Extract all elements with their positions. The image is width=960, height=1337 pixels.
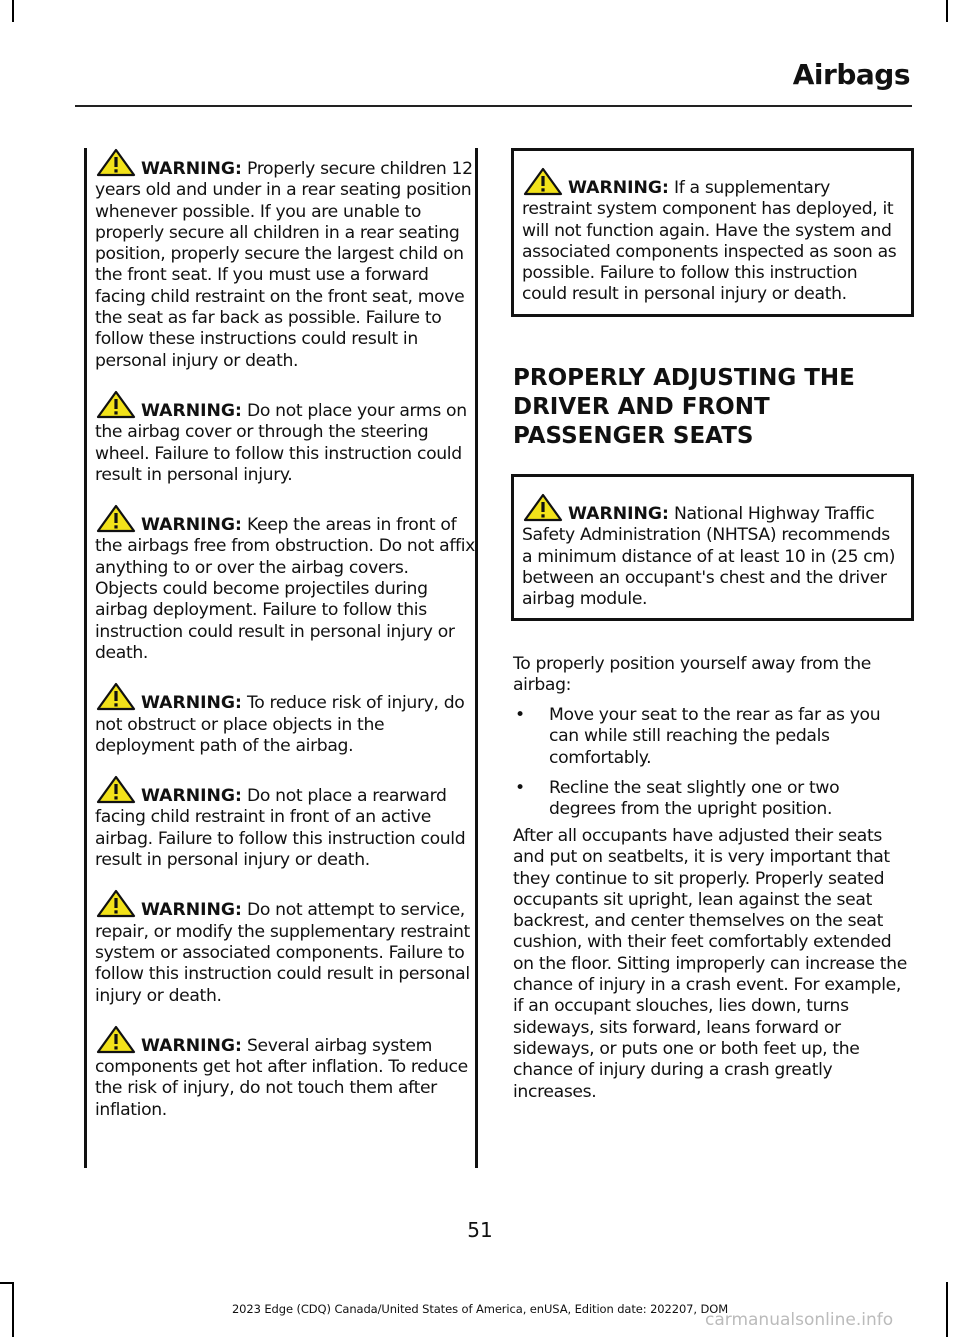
warning-text: To reduce risk of injury, do not obstruct or place objects in the deployment path of the airbag.: [95, 693, 465, 756]
warning-triangle-icon: [523, 167, 563, 196]
warning-triangle-icon: [96, 1025, 136, 1054]
section-heading-line-3: PASSENGER SEATS: [513, 423, 754, 449]
header-rule: [75, 105, 912, 107]
warning-box-deployed: [511, 148, 914, 317]
warning-item: [95, 148, 475, 372]
warning-text: Do not place your arms on the airbag cover or through the steering wheel. Failure to follow this instruction could result in personal injury.: [95, 400, 467, 485]
crop-mark-top-right: [946, 0, 948, 22]
crop-mark-top-left: [12, 0, 14, 22]
warning-triangle-icon: [96, 775, 136, 804]
warning-label: WARNING:: [568, 504, 669, 524]
warning-text: Several airbag system components get hot after inflation. To reduce the risk of injury, do not touch them after inflation.: [95, 1035, 468, 1120]
warning-label: WARNING:: [568, 178, 669, 198]
warning-triangle-icon: [96, 148, 136, 177]
warning-label: WARNING:: [141, 900, 242, 921]
warning-item: [95, 1025, 475, 1121]
warning-text: Do not attempt to service, repair, or modify the supplementary restraint system or associated components. Failure to follow this instruction could result in personal injury or death.: [95, 900, 470, 1006]
warning-triangle-icon: [96, 682, 136, 711]
warning-text: Keep the areas in front of the airbags free from obstruction. Do not affix anything to or over the airbag covers. Objects could become projectiles during airbag deployment. Failure to follow this instruction could result in personal injury or death.: [95, 515, 475, 663]
crop-mark-bottom-left-h: [0, 1282, 14, 1284]
warning-label: WARNING:: [141, 786, 242, 807]
page-number: 51: [467, 1218, 493, 1242]
warning-text: Properly secure children 12 years old and under in a rear seating position whenever possible. If you are unable to properly secure all children in a rear seating position, properly secure the largest child on the front seat. If you must use a forward facing child restraint on the front seat, move the seat as far back as possible. Failure to follow these instructions could result in personal injury or death.: [95, 159, 473, 371]
warning-item: [95, 504, 475, 664]
warning-item: [95, 775, 475, 871]
warning-label: WARNING:: [141, 515, 242, 536]
warning-triangle-icon: [96, 504, 136, 533]
warning-triangle-icon: [96, 889, 136, 918]
warning-label: WARNING:: [141, 693, 242, 714]
section-heading: [513, 364, 903, 451]
left-warning-column: [84, 148, 478, 1168]
intro-paragraph: To properly position yourself away from the airbag:: [513, 654, 872, 696]
warning-triangle-icon: [96, 390, 136, 419]
section-heading-line-1: PROPERLY ADJUSTING THE: [513, 365, 855, 391]
bullet-list: [513, 705, 908, 829]
warning-label: WARNING:: [141, 400, 242, 421]
section-heading-line-2: DRIVER AND FRONT: [513, 394, 770, 420]
warning-triangle-icon: [523, 493, 563, 522]
warning-box-nhtsa: [511, 474, 914, 621]
warning-label: WARNING:: [141, 1035, 242, 1056]
warning-label: WARNING:: [141, 159, 242, 179]
list-item: • Move your seat to the rear as far as you can while still reaching the pedals comfortably.: [515, 705, 881, 768]
page-title: Airbags: [792, 58, 910, 91]
warning-text: National Highway Traffic Safety Administration (NHTSA) recommends a minimum distance of at least 10 in (25 cm) between an occupant's chest and the driver airbag module.: [522, 504, 896, 610]
warning-item: [95, 682, 475, 757]
list-item: • Recline the seat slightly one or two degrees from the upright position.: [515, 777, 840, 820]
footer-text: 2023 Edge (CDQ) Canada/United States of America, enUSA, Edition date: 202207, DOM: [231, 1302, 729, 1316]
closing-paragraph: After all occupants have adjusted their seats and put on seatbelts, it is very important that they continue to sit properly. Properly seated occupants sit upright, lean against the seat backrest, and center themselves on the seat cushion, with their feet comfortably extended on the floor. Sitting improperly can increase the chance of injury in a crash event. For example, if an occupant slouches, lies down, turns sideways, sits forward, leans forward or sideways, or puts one or both feet up, the chance of injury during a crash greatly increases.: [513, 826, 907, 1102]
warning-text: If a supplementary restraint system component has deployed, it will not function again. Have the system and associated components inspected as soon as possible. Failure to follow this instruction could result in personal injury or death.: [522, 178, 897, 305]
watermark: carmanualsonline.info: [705, 1310, 894, 1330]
warning-item: [95, 889, 475, 1006]
warning-item: [95, 390, 475, 486]
warning-text: Do not place a rearward facing child restraint in front of an active airbag. Failure to follow this instruction could result in personal injury or death.: [95, 786, 466, 871]
